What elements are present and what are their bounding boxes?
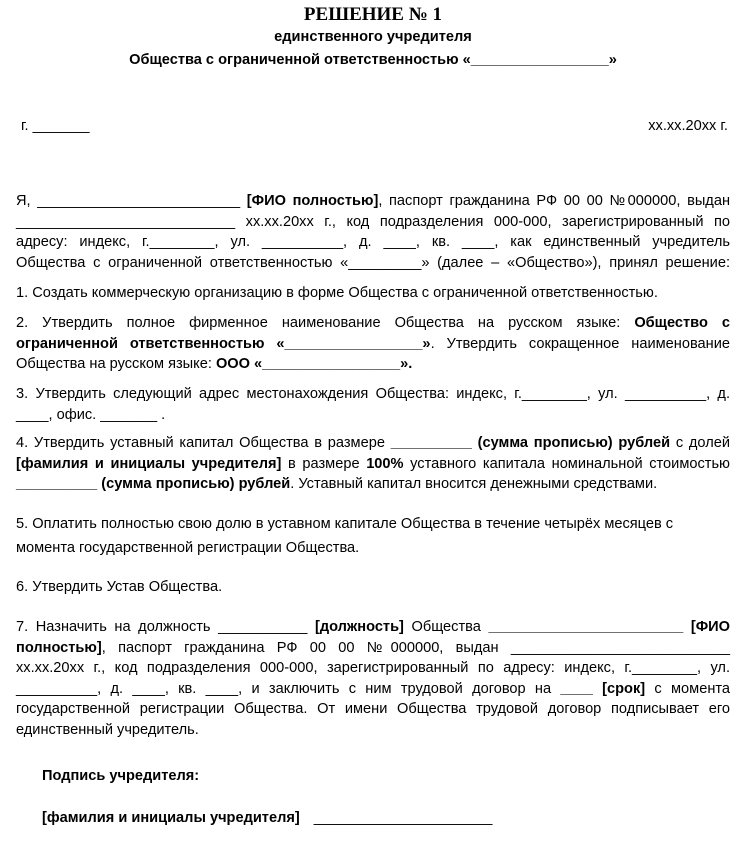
text-run: уставного капитала номинальной стоимостью <box>403 455 730 472</box>
text-run: Общества на русском языке: <box>16 356 216 373</box>
founder-placeholder: [фамилия и инициалы учредителя] <box>16 455 282 472</box>
text-run: Общество с <box>634 315 730 331</box>
term-placeholder: ____ [срок] <box>560 680 646 697</box>
item-1: 1. Создать коммерческую организацию в форме Общества с ограниченной ответственностью. <box>16 285 658 301</box>
sum-placeholder: __________ (сумма прописью) рублей <box>16 476 291 493</box>
signature-row <box>42 810 492 826</box>
position-placeholder: [должность] <box>314 619 404 635</box>
item-line <box>16 617 730 638</box>
item-line <box>16 474 730 495</box>
item-line: xx.xx.20xx г., код подразделения 000-000, зарегистрированный по адресу: индекс, г.________, ул. <box>16 660 730 677</box>
item-line <box>16 313 730 334</box>
item-5 <box>16 512 730 560</box>
company-line: Общества с ограниченной ответственностью «_________________» <box>129 52 617 68</box>
signature-label: Подпись учредителя: <box>42 768 200 784</box>
item-line <box>16 354 730 375</box>
item-line <box>16 334 730 355</box>
item-line <box>16 679 730 700</box>
signature-line: ______________________ <box>313 810 493 826</box>
full-name-placeholder: ограниченной ответственностью «_________________» <box>16 335 431 352</box>
text-run: 4. Утвердить уставный капитал Общества в размере <box>16 435 391 451</box>
fio-placeholder: полностью] <box>16 639 102 656</box>
page-title: РЕШЕНИЕ № 1 <box>303 4 443 25</box>
item-line: ____, офис. _______ . <box>16 406 166 423</box>
item-line: момента государственной регистрации Общества. <box>16 540 360 556</box>
page-subtitle: единственного учредителя <box>274 29 472 45</box>
intro-line: адресу: индекс, г.________, ул. __________, д. ____, кв. ____, как единственный учредитель <box>16 234 730 251</box>
text-run: с долей <box>670 435 730 451</box>
item-line <box>16 638 730 659</box>
fio-placeholder: [ФИО полностью] <box>246 193 379 209</box>
text-run: . Утвердить сокращенное наименование <box>430 335 730 352</box>
text-run: Я, _________________________ <box>16 193 247 209</box>
share-percent: 100% <box>366 455 404 472</box>
item-line <box>16 454 730 475</box>
item-line: 5. Оплатить полностью свою долю в уставном капитале Общества в течение четырёх месяцев с <box>16 516 674 532</box>
fio-placeholder: ________________________ [ФИО <box>488 619 730 635</box>
text-run: в размере <box>281 455 367 472</box>
short-name-placeholder: ООО «_________________». <box>215 356 413 373</box>
item-2 <box>16 313 730 375</box>
date-field: xx.xx.20xx г. <box>648 118 728 134</box>
item-3 <box>16 384 730 425</box>
text-run: 7. Назначить на должность ___________ <box>16 619 315 635</box>
item-line: государственной регистрации Общества. От имени Общества трудовой договор подписывает его <box>16 701 730 718</box>
intro-line: ___________________________ xx.xx.20xx г., код подразделения 000-000, зарегистрированный по <box>16 213 730 230</box>
text-run: с момента <box>645 680 731 697</box>
text-run: __________, д. ____, кв. ____, и заключить с ним трудовой договор на <box>16 680 561 697</box>
item-line: 3. Утвердить следующий адрес местонахождения Общества: индекс, г.________, ул. __________, д. <box>16 386 730 402</box>
item-7 <box>16 617 730 741</box>
item-6: 6. Утвердить Устав Общества. <box>16 579 223 595</box>
text-run: Общества <box>403 619 489 635</box>
item-line: единственный учредитель. <box>16 721 199 738</box>
sum-placeholder: __________ (сумма прописью) рублей <box>390 435 671 451</box>
item-4 <box>16 433 730 495</box>
text-run: . Уставный капитал вносится денежными средствами. <box>290 476 658 493</box>
text-run: , паспорт гражданина РФ 00 00 №000000, выдан ___________________________ <box>101 639 730 656</box>
intro-paragraph <box>16 191 730 273</box>
founder-name-placeholder: [фамилия и инициалы учредителя] <box>42 810 300 826</box>
text-run: , паспорт гражданина РФ 00 00 №000000, выдан <box>378 193 730 209</box>
city-field: г. _______ <box>21 118 90 134</box>
item-line <box>16 433 730 454</box>
intro-line: Общества с ограниченной ответственностью «_________» (далее – «Общество»), принял решение: <box>16 254 730 271</box>
intro-line <box>16 191 730 212</box>
text-run: 2. Утвердить полное фирменное наименование Общества на русском языке: <box>16 315 635 331</box>
